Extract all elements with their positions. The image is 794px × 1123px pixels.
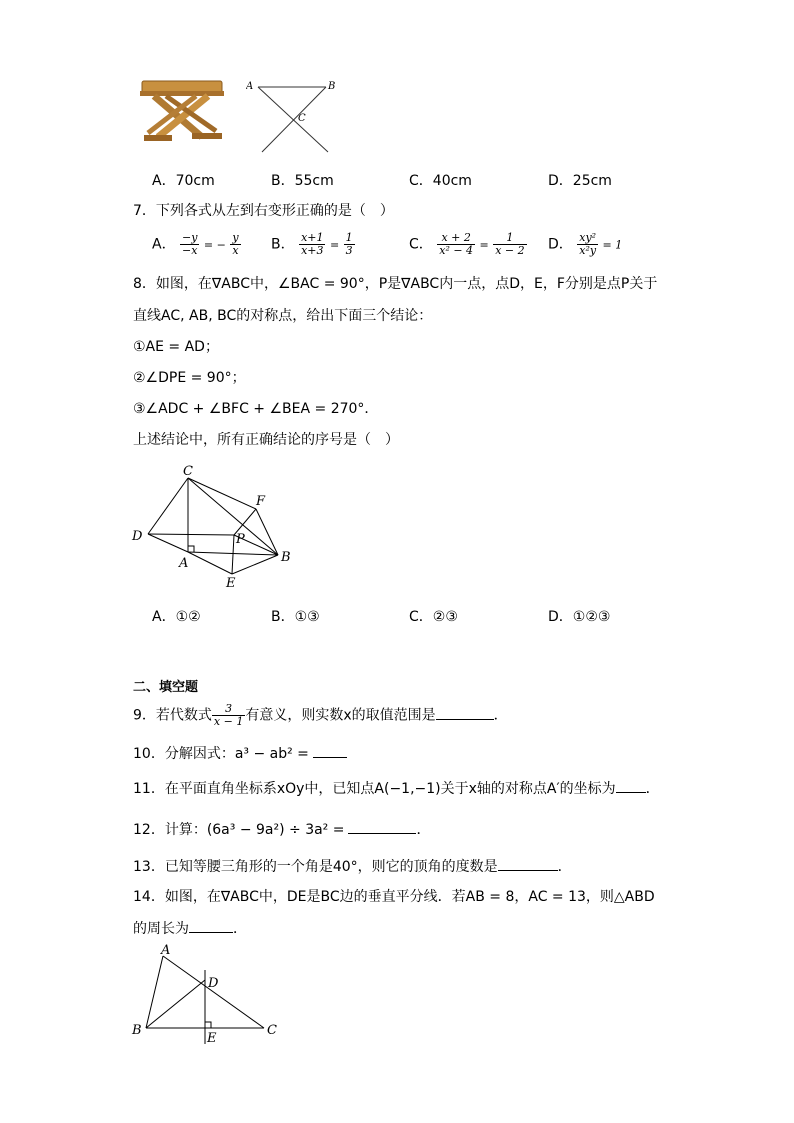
label-a: A xyxy=(161,943,171,958)
fraction: $\frac{1}{3}$ xyxy=(345,231,353,257)
answer-blank[interactable] xyxy=(498,858,558,871)
label-d: D xyxy=(132,529,143,544)
fraction: $\frac{y}{x}$ xyxy=(232,231,239,257)
q8-stem-line2: 直线AC, AB, BC的对称点，给出下面三个结论： xyxy=(133,308,433,324)
q8-option-c[interactable]: C．②③ xyxy=(409,609,458,625)
q8-conclusion-3: ③∠ADC + ∠BFC + ∠BEA = 270°． xyxy=(133,401,379,417)
label-b: B xyxy=(132,1023,142,1038)
q6-option-c[interactable]: C．40cm xyxy=(409,173,472,189)
label-b: B xyxy=(281,550,291,565)
q14-diagram xyxy=(128,942,288,1048)
fraction: $\frac{\text{xy²}}{\text{x²y}}$ xyxy=(579,231,597,257)
answer-blank[interactable] xyxy=(436,707,494,720)
q8-option-a[interactable]: A．①② xyxy=(152,609,201,625)
q8-conclusion-2: ②∠DPE = 90°； xyxy=(133,370,246,386)
label-a: A xyxy=(179,556,189,571)
q13: 13．已知等腰三角形的一个角是40°，则它的顶角的度数是 ． xyxy=(133,859,572,875)
fraction: $\frac{x + 2}{\text{x² − 4}}$ xyxy=(439,231,474,257)
q8-option-d[interactable]: D．①②③ xyxy=(548,609,611,625)
q7-option-d[interactable]: D． $\frac{\text{xy²}}{\text{x²y}}$ = 1 xyxy=(548,231,623,257)
label-c: C xyxy=(183,464,193,479)
q7-option-b[interactable]: B． $\frac{x+1}{x+3}$ = $\frac{1}{3}$ xyxy=(271,231,353,257)
answer-blank[interactable] xyxy=(189,920,233,933)
q9: 9．若代数式 $\frac{3}{x - 1}$ 有意义，则实数x的取值范围是 ． xyxy=(133,702,508,728)
label-b: B xyxy=(328,81,336,92)
label-c: C xyxy=(267,1023,277,1038)
label-e: E xyxy=(207,1031,217,1046)
label-a: A xyxy=(246,81,254,92)
stool-cross-diagram xyxy=(246,77,338,157)
q7-option-a[interactable]: A． $\frac{-y}{-x}$ = − $\frac{y}{x}$ xyxy=(152,231,239,257)
q10: 10．分解因式：a³ − ab² = xyxy=(133,745,347,763)
q7-option-c[interactable]: C． $\frac{x + 2}{\text{x² − 4}}$ = $\frac{1}{x - 2}$ xyxy=(409,231,525,257)
fraction: $\frac{x+1}{x+3}$ xyxy=(301,231,324,257)
answer-blank[interactable] xyxy=(616,780,646,793)
fraction: $\frac{1}{x - 2}$ xyxy=(495,231,525,257)
q7-stem: 7．下列各式从左到右变形正确的是（ ） xyxy=(133,203,394,219)
label-c: C xyxy=(298,113,306,124)
q8-option-b[interactable]: B．①③ xyxy=(271,609,320,625)
q11: 11．在平面直角坐标系xOy中，已知点A(−1,−1)关于x轴的对称点A′的坐标为 ． xyxy=(133,781,660,797)
label-e: E xyxy=(226,576,236,591)
label-d: D xyxy=(208,976,219,991)
fraction: $\frac{3}{x - 1}$ xyxy=(213,702,244,728)
q12: 12．计算：(6a³ − 9a²) ÷ 3a² = ． xyxy=(133,822,431,838)
stool-photo xyxy=(136,75,228,147)
q14-line1: 14．如图，在∇ABC中，DE是BC边的垂直平分线．若AB = 8，AC = 13，则△ABD xyxy=(133,889,655,905)
label-f: F xyxy=(256,494,266,509)
answer-blank[interactable] xyxy=(348,821,416,834)
answer-blank[interactable] xyxy=(313,745,347,758)
q14-line2: 的周长为 ． xyxy=(133,921,247,937)
q6-option-d[interactable]: D．25cm xyxy=(548,173,612,189)
section-title: 二、填空题 xyxy=(133,680,199,695)
q8-diagram xyxy=(128,462,298,592)
q8-conclusion-1: ①AE = AD； xyxy=(133,339,219,355)
label-p: P xyxy=(236,532,245,547)
q6-option-b[interactable]: B．55cm xyxy=(271,173,334,189)
fraction: $\frac{-y}{-x}$ xyxy=(182,231,198,257)
q8-question: 上述结论中，所有正确结论的序号是（ ） xyxy=(133,432,399,448)
q6-option-a[interactable]: A．70cm xyxy=(152,173,215,189)
q8-stem-line1: 8．如图，在∇ABC中，∠BAC = 90°，P是∇ABC内一点，点D，E，F分别是点P关于 xyxy=(133,276,658,292)
